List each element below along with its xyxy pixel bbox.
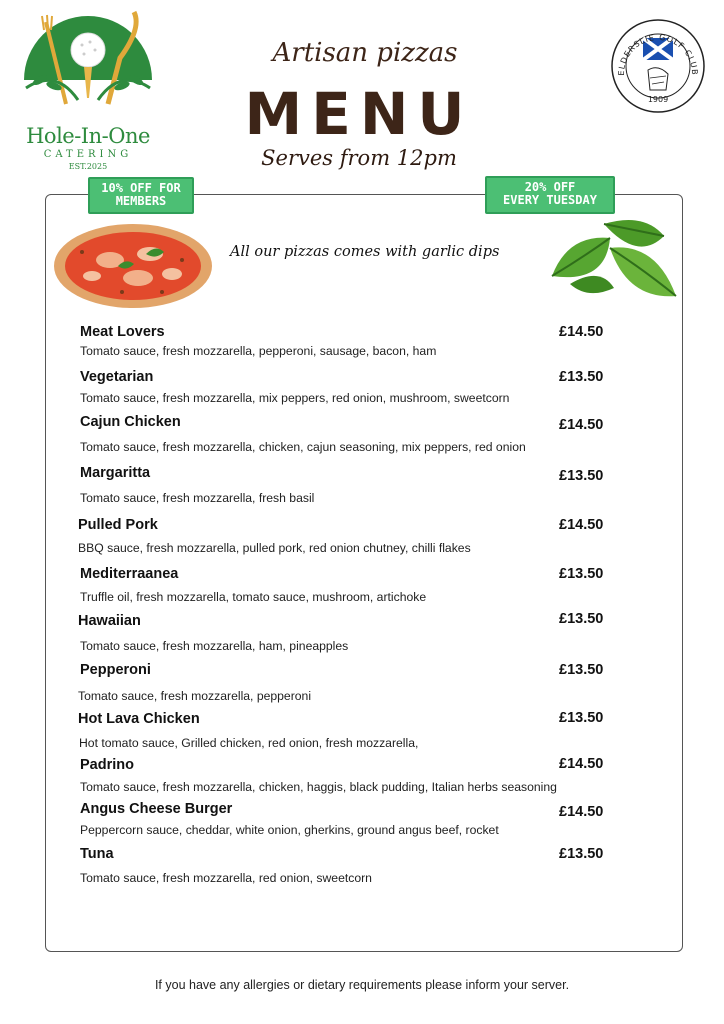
item-price: £13.50 — [559, 369, 604, 385]
item-name: Tuna — [80, 846, 114, 862]
tuesday-discount-badge: 20% OFF EVERY TUESDAY — [485, 176, 615, 214]
item-name: Meat Lovers — [80, 324, 165, 340]
item-price: £13.50 — [559, 710, 604, 726]
elderslie-golf-club-seal — [610, 18, 706, 114]
item-description: Tomato sauce, fresh mozzarella, pepperoni — [78, 689, 312, 703]
item-price: £14.50 — [559, 517, 604, 533]
golf-ball-logo-icon — [16, 8, 160, 120]
item-price: £14.50 — [559, 804, 604, 820]
item-description: BBQ sauce, fresh mozzarella, pulled pork, red onion chutney, chilli flakes — [78, 541, 471, 555]
page-title: MENU — [244, 80, 474, 148]
seal-text: ELDERSLIE GOLF CLUB — [616, 32, 700, 76]
serves-time: Serves from 12pm — [261, 146, 457, 170]
item-description: Tomato sauce, fresh mozzarella, fresh basil — [80, 491, 315, 505]
item-name: Margaritta — [80, 465, 151, 481]
item-price: £14.50 — [559, 417, 604, 433]
item-description: Tomato sauce, fresh mozzarella, mix peppers, red onion, mushroom, sweetcorn — [80, 391, 510, 405]
item-price: £13.50 — [559, 566, 604, 582]
item-name: Pulled Pork — [78, 517, 158, 533]
hole-in-one-logo — [12, 8, 160, 171]
item-description: Tomato sauce, fresh mozzarella, pepperoni, sausage, bacon, ham — [80, 344, 437, 358]
item-price: £14.50 — [559, 756, 604, 772]
item-price: £14.50 — [559, 324, 604, 340]
seal-year: 1909 — [647, 95, 669, 104]
item-name: Vegetarian — [80, 369, 154, 385]
item-name: Cajun Chicken — [80, 414, 181, 430]
item-description: Tomato sauce, fresh mozzarella, ham, pineapples — [80, 639, 349, 653]
item-description: Peppercorn sauce, cheddar, white onion, gherkins, ground angus beef, rocket — [80, 823, 499, 837]
item-name: Pepperoni — [80, 662, 151, 678]
item-name: Hawaiian — [78, 613, 141, 629]
basil-leaf-icon — [548, 214, 680, 304]
item-price: £13.50 — [559, 846, 604, 862]
allergy-notice: If you have any allergies or dietary requirements please inform your server. — [154, 978, 570, 992]
item-description: Tomato sauce, fresh mozzarella, red onion, sweetcorn — [80, 871, 372, 885]
script-title: Artisan pizzas — [272, 38, 458, 68]
item-name: Hot Lava Chicken — [78, 711, 200, 727]
item-description: Truffle oil, fresh mozzarella, tomato sauce, mushroom, artichoke — [80, 590, 427, 604]
item-description: Hot tomato sauce, Grilled chicken, red onion, fresh mozzarella, — [79, 736, 419, 750]
logo-established: EST.2025 — [68, 162, 108, 171]
logo-subtitle: CATERING — [43, 149, 133, 160]
item-name: Mediterraanea — [80, 566, 179, 582]
item-price: £13.50 — [559, 468, 604, 484]
pizza-illustration-icon — [52, 222, 214, 310]
garlic-dips-tagline: All our pizzas comes with garlic dips — [230, 244, 500, 260]
item-description: Tomato sauce, fresh mozzarella, chicken, cajun seasoning, mix peppers, red onion — [80, 440, 526, 454]
item-name: Padrino — [80, 757, 134, 773]
logo-name: Hole-In-One — [26, 124, 150, 148]
members-discount-badge: 10% OFF FOR MEMBERS — [88, 177, 194, 214]
item-price: £13.50 — [559, 611, 604, 627]
club-crest-icon — [610, 18, 706, 114]
item-name: Angus Cheese Burger — [80, 801, 233, 817]
item-description: Tomato sauce, fresh mozzarella, chicken, haggis, black pudding, Italian herbs seasoning — [80, 780, 557, 794]
item-price: £13.50 — [559, 662, 604, 678]
